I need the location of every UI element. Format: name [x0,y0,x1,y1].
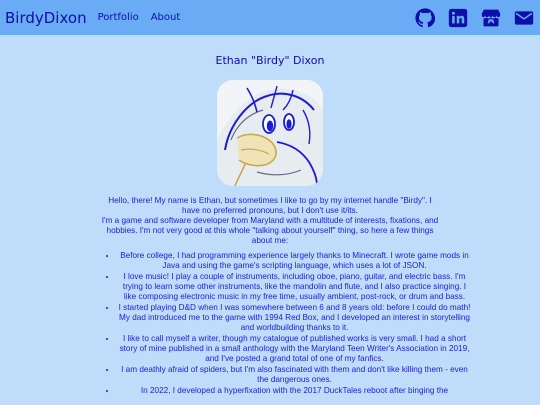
intro-paragraph: Hello, there! My name is Ethan, but sometimes I like to go by my internet handle "Birdy". I have no preferred pronouns, but I don't use it/its. [108,196,432,215]
bird-drawing-image [217,80,323,186]
brand-link[interactable]: BirdyDixon [5,8,87,27]
social-icons [415,8,534,28]
list-item: • I started playing D&D when I was somewhere between 6 and 8 years old: before I could do math! My dad introduced me to the game with 1994 Red Box, and I developed an interest in storytelling and worldbuilding thanks to it. [117,303,472,333]
intro-text [100,196,440,246]
avatar [217,80,323,186]
nav-link-portfolio[interactable]: Portfolio [97,12,139,23]
linkedin-icon[interactable] [448,8,468,28]
facts-list [95,251,472,397]
list-item: • I love music! I play a couple of instruments, including oboe, piano, guitar, and electric bass. I'm trying to learn some other instruments, like the mandolin and flute, and I also practice singing. I like composing electronic music in my free time, usually ambient, post-rock, or drum and bass. [117,272,472,302]
intro-paragraph: I'm a game and software developer from Maryland with a multitude of interests, fixations, and hobbies. I'm not very good at this whole "talking about yourself" thing, so here a few things about me: [101,216,439,245]
itch-io-icon[interactable] [481,8,501,28]
list-item: • Before college, I had programming experience largely thanks to Minecraft. I wrote game mods in Java and using the game's scripting language, which uses a lot of JSON. [117,251,472,271]
list-item: • I like to call myself a writer, though my catalogue of published works is very small. I had a short story of mine published in a small anthology with the Maryland Teen Writer's Association in 2019, and I've posted a grand total of one of my fanfics. [117,334,472,364]
list-item: • In 2022, I developed a hyperfixation with the 2017 DuckTales reboot after binging the [117,386,472,396]
email-icon[interactable] [514,8,534,28]
page-title: Ethan "Birdy" Dixon [215,54,325,67]
list-item: • I am deathly afraid of spiders, but I'm also fascinated with them and don't like killing them - even the dangerous ones. [117,365,472,385]
nav-link-about[interactable]: About [150,12,181,23]
navbar [0,0,540,35]
github-icon[interactable] [415,8,435,28]
